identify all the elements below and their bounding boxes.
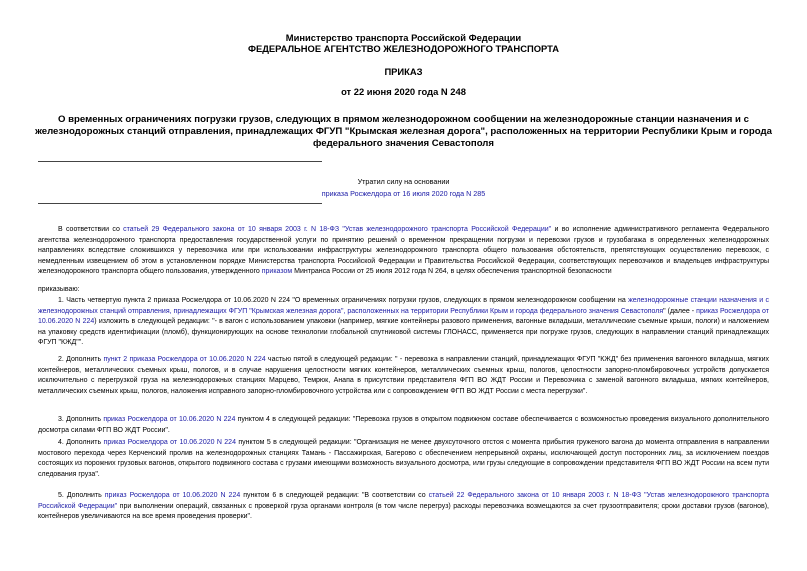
item-text: пунктом 6 в следующей редакции: "В соответствии со	[240, 492, 429, 499]
item-text: пунктом 5 в следующей редакции: "Организация не менее двухсуточного отстоя с момента прибытия груженого вагона до момента отправления в направлении мостового перехода через Керченский пролив на железнодорожных станциях Тамань - Пассажирская, Багерово с обеспечением непрерывной охраны, исключающей доступ посторонних лиц, за исключением поездов состоящих из порожних грузовых вагонов, открытого подвижного состава с грузами имеющими возможность визуального досмотра, или грузы следующие в сопровождении представителя ФГП ВО ЖДТ России на всем пути следования груза".	[38, 439, 769, 478]
item-text: " (далее -	[663, 307, 697, 315]
item-text: при выполнении операций, связанных с проверкой груза органами контроля (в том числе перегруз) расходы перевозчика возмещаются за счет грузоотправителя; сроки доставки грузов (вагонов), контейнеров увеличиваются на все время проведения проверки".	[38, 502, 769, 521]
item-text: 2. Дополнить	[58, 356, 104, 363]
item-text: 3. Дополнить	[58, 416, 104, 423]
order-word: приказываю:	[38, 286, 80, 293]
document-type: ПРИКАЗ	[384, 66, 423, 77]
preamble-text: В соответствии со	[58, 226, 124, 233]
law-article-29-link[interactable]: статьей 29 Федерального закона от 10 января 2003 г. N 18-ФЗ "Устав железнодорожного транспорта Российской Федерации"	[123, 226, 552, 233]
preamble-text: и во исполнение административного регламента Федерального агентства железнодорожного транспорта предоставления государственной услуги по принятию решений о временном прекращении погрузки и перевозки грузов и грузобагажа в определенных железнодорожных направлениях вследствие сложившихся у перевозчика или при использовании инфраструктуры железнодорожного транспорта общего пользования обстоятельств, препятствующих осуществлению перевозок, с немедленным извещением об этом в установленном порядке Министерства транспорта Российской Федерации и Правительства Российской Федерации, соответствующих перевозчиков и владельцев инфраструктуры железнодорожного транспорта общего пользования, утвержденного	[38, 226, 769, 276]
item-text: 4. Дополнить	[58, 439, 104, 446]
item-1-paragraph	[38, 296, 769, 349]
document-title: О временных ограничениях погрузки грузов, следующих в прямом железнодорожном сообщении на железнодорожные станции назначения и с железнодорожных станций отправления, принадлежащих ФГУП "Крымская железная дорога", расположенных на территории Республики Крым и города федерального значения Севастополя	[35, 114, 772, 149]
order-224-link[interactable]: приказ Росжелдора от 10.06.2020 N 224	[103, 416, 236, 423]
mintrans-order-link[interactable]: приказом	[261, 268, 293, 276]
preamble-text: Минтранса России от 25 июля 2012 года N 264, в целях обеспечения транспортной безопасности	[292, 268, 612, 276]
item-text: ) изложить в следующей редакции: "- в вагон с использованием упаковки (например, мягкие контейнеры разового применения, вагонные вкладыши, металлические съемные крыши, пологи) и наложением на упаковку средств идентификации (пломб), функционирующих на основе технологии глобальной спутниковой системы ГЛОНАСС, применяется при погрузке грузов, следующих в направлении станций принадлежащих ФГУП "КЖД"".	[38, 318, 769, 347]
status-link[interactable]: приказа Росжелдора от 16 июля 2020 года N 285	[321, 189, 486, 198]
order-224-link[interactable]: приказ Росжелдора от 10.06.2020 N 224	[103, 439, 236, 446]
item-text: 1. Часть четвертую пункта 2 приказа Росжелдора от 10.06.2020 N 224 "О временных ограничениях погрузки грузов, следующих в прямом железнодорожном сообщении на	[58, 297, 629, 304]
preamble-paragraph	[38, 225, 769, 278]
item-text: 5. Дополнить	[58, 492, 105, 499]
bottom-divider	[38, 203, 322, 204]
ministry-name: Министерство транспорта Российской Федерации	[285, 32, 522, 43]
stations-link[interactable]: железнодорожные станции назначения и с железнодорожных станций отправления, принадлежащих ФГУП "Крымская железная дорога", расположенных на территории Республики Крым и города федерального значения Севастополя	[38, 297, 769, 315]
item-3-paragraph	[38, 415, 769, 436]
item-5-paragraph	[38, 491, 769, 523]
item-text: пунктом 4 в следующей редакции: "Перевозка грузов в открытом подвижном составе обеспечивается с возможностью проведения визуального дополнительного досмотра силами ФГП ВО ЖДТ России".	[38, 416, 770, 434]
item-4-paragraph	[38, 438, 769, 480]
order-224-link[interactable]: приказ Росжелдора от 10.06.2020 N 224	[104, 492, 241, 499]
status-line: Утратил силу на основании	[357, 177, 450, 186]
law-article-22-link[interactable]: статьей 22 Федерального закона от 10 января 2003 г. N 18-ФЗ "Устав железнодорожного транспорта Российской Федерации"	[38, 492, 769, 510]
item-text: частью пятой в следующей редакции: " - перевозка в направлении станций, принадлежащих ФГУП "КЖД" без применения вагонного вкладыша, мягких контейнеров, металлических съемных крыш, пологов, и в случае нарушения целостности мягких контейнеров, металлических съемных крыш, пологов, целостности запорно-пломбировочных устройств допускается исключительно с перегрузкой груза на железнодорожных станциях Марцево, Темрюк, Анапа в присутствии представителя ФГП ВО ЖДТ России и Перевозчика с заменой вагонного вкладыша, мягких контейнеров, металлических съемных крыш, пологов, наложения исправного запорно-пломбировочного устройства или с сопровождением ФГП ВО ЖДТ России с места перегрузки".	[38, 356, 769, 395]
document-date: от 22 июня 2020 года N 248	[341, 86, 466, 97]
order-224-point-2-link[interactable]: пункт 2 приказа Росжелдора от 10.06.2020 N 224	[103, 356, 266, 363]
item-2-paragraph	[38, 355, 769, 397]
agency-name: ФЕДЕРАЛЬНОЕ АГЕНТСТВО ЖЕЛЕЗНОДОРОЖНОГО ТРАНСПОРТА	[247, 43, 560, 54]
order-224-link[interactable]: приказ Росжелдора от 10.06.2020 N 224	[38, 307, 769, 326]
top-divider	[38, 161, 322, 162]
